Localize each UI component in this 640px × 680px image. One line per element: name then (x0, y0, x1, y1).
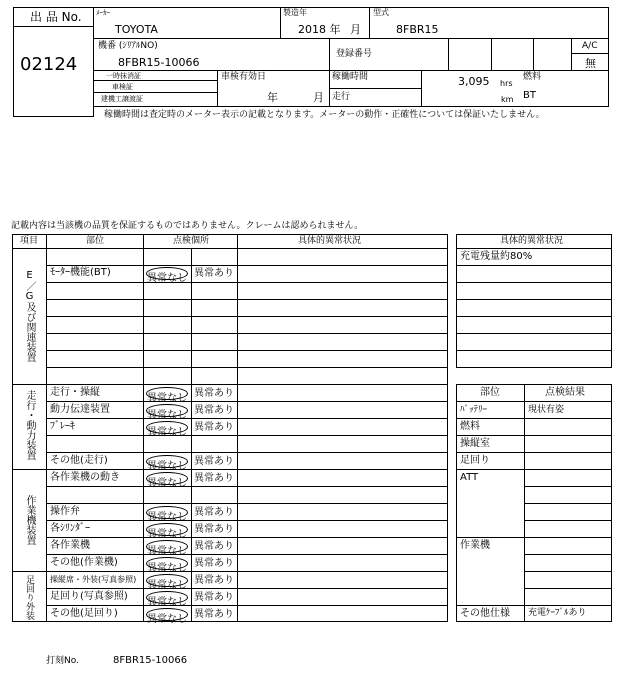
row-other-travel: その他(走行) (50, 455, 108, 466)
result-col-result: 点検結果 (545, 387, 585, 398)
row-cab: 操縦席・外装(写真参照) (50, 575, 137, 584)
right-detail-header: 具体的異常状況 (500, 236, 564, 246)
result-battery: ﾊﾞｯﾃﾘｰ (460, 405, 488, 415)
stamp-value: 8FBR15-10066 (113, 655, 188, 666)
check-ng[interactable]: 異常あり (194, 609, 234, 620)
year-month-unit: 月 (350, 23, 361, 36)
temp-cert-label: 一時抹消証 (106, 72, 141, 80)
check-ok-circled[interactable]: 異常なし (146, 540, 188, 553)
ac-label: A/C (582, 41, 598, 51)
check-ng[interactable]: 異常あり (194, 558, 234, 569)
ac-value: 無 (585, 57, 596, 70)
row-work-move: 各作業機の動き (50, 472, 120, 483)
maker-label: ﾒｰｶｰ (96, 9, 110, 17)
check-ng[interactable]: 異常あり (194, 592, 234, 603)
lot-number: 02124 (20, 54, 78, 75)
result-fuel: 燃料 (460, 421, 480, 432)
section-eg: E／G及び関連装置 (24, 270, 35, 362)
inspection-month-unit: 月 (313, 91, 324, 104)
row-work-machine: 各作業機 (50, 540, 90, 551)
fuel-value: BT (523, 90, 536, 101)
year-value: 2018 年 (298, 23, 341, 36)
result-col-part: 部位 (480, 387, 500, 398)
check-ng[interactable]: 異常あり (194, 388, 234, 399)
row-foot: 足回り(写真参照) (50, 591, 128, 602)
check-ng[interactable]: 異常あり (194, 405, 234, 416)
check-ok-circled[interactable]: 異常なし (146, 591, 188, 604)
model-label: 型式 (373, 8, 389, 17)
check-ok-circled[interactable]: 異常なし (146, 506, 188, 519)
row-steer: 走行・操縦 (50, 387, 100, 398)
col-part-header: 部位 (86, 236, 105, 246)
row-valve: 操作弁 (50, 506, 80, 517)
section-foot: 足回り外装 (24, 575, 34, 620)
col-item-header: 項目 (20, 236, 39, 246)
check-ok-circled[interactable]: 異常なし (146, 421, 188, 434)
km-unit: km (501, 95, 514, 104)
check-ok-circled[interactable]: 異常なし (146, 523, 188, 536)
year-label: 製造年 (283, 8, 307, 17)
hours-unit: hrs (500, 79, 513, 88)
lot-label: 出 品 No. (30, 10, 82, 24)
maker-value: TOYOTA (115, 23, 158, 36)
check-ng[interactable]: 異常あり (194, 507, 234, 518)
section-travel: 走行・動力装置 (24, 390, 35, 460)
row-motor: ﾓｰﾀｰ機能(BT) (50, 267, 111, 278)
travel-label: 走行 (332, 92, 351, 102)
right-detail-line1: 充電残量約80% (460, 251, 533, 262)
result-other: その他仕様 (460, 608, 510, 619)
result-battery-value: 現状有姿 (528, 405, 565, 415)
reg-label: 登録番号 (336, 49, 373, 59)
hours-note: 稼働時間は査定時のメーター表示の記載となります。メーターの動作・正確性については保証いたしません。 (104, 110, 545, 120)
check-ok-circled[interactable]: 異常なし (146, 574, 188, 587)
check-ok-circled[interactable]: 異常なし (146, 608, 188, 621)
check-ok-circled[interactable]: 異常なし (146, 404, 188, 417)
result-other-value: 充電ｹｰﾌﾞﾙあり (528, 608, 587, 618)
disclaimer: 記載内容は当該機の品質を保証するものではありません。クレームは認められません。 (11, 221, 364, 231)
check-ng[interactable]: 異常あり (194, 575, 234, 586)
model-value: 8FBR15 (396, 23, 439, 36)
fuel-label: 燃料 (523, 72, 542, 82)
hours-label: 稼働時間 (332, 72, 369, 82)
result-cab: 操縦室 (460, 438, 490, 449)
vehicle-cert-label: 車検証 (112, 83, 133, 91)
check-ng[interactable]: 異常あり (194, 524, 234, 535)
check-ng[interactable]: 異常あり (194, 473, 234, 484)
result-foot: 足回り (460, 455, 490, 466)
row-brake: ﾌﾞﾚｰｷ (50, 421, 75, 432)
result-att: ATT (460, 472, 479, 483)
serial-label: 機番 (ｼﾘｱﾙNO) (98, 41, 158, 51)
col-check-header: 点検個所 (173, 236, 210, 246)
check-ok-circled[interactable]: 異常なし (146, 267, 188, 280)
check-ok-circled[interactable]: 異常なし (146, 455, 188, 468)
check-ng[interactable]: 異常あり (194, 422, 234, 433)
inspection-label: 車検有効日 (221, 72, 267, 82)
row-cylinder: 各ｼﾘﾝﾀﾞｰ (50, 523, 90, 534)
result-work: 作業機 (460, 540, 490, 551)
inspection-year-unit: 年 (267, 91, 278, 104)
check-ng[interactable]: 異常あり (194, 456, 234, 467)
row-power: 動力伝達装置 (50, 404, 110, 415)
hours-value: 3,095 (458, 75, 490, 88)
row-other-work: その他(作業機) (50, 557, 118, 568)
col-detail-header: 具体的異常状況 (298, 236, 362, 246)
check-ok-circled[interactable]: 異常なし (146, 387, 188, 400)
check-ng[interactable]: 異常あり (194, 268, 234, 279)
row-other-foot: その他(足回り) (50, 608, 118, 619)
construction-cert-label: 建機工譲渡証 (101, 95, 143, 103)
section-work: 作業機装置 (24, 495, 35, 545)
check-ok-circled[interactable]: 異常なし (146, 472, 188, 485)
check-ok-circled[interactable]: 異常なし (146, 557, 188, 570)
serial-value: 8FBR15-10066 (118, 56, 200, 69)
check-ng[interactable]: 異常あり (194, 541, 234, 552)
stamp-label: 打刻No. (46, 656, 79, 666)
